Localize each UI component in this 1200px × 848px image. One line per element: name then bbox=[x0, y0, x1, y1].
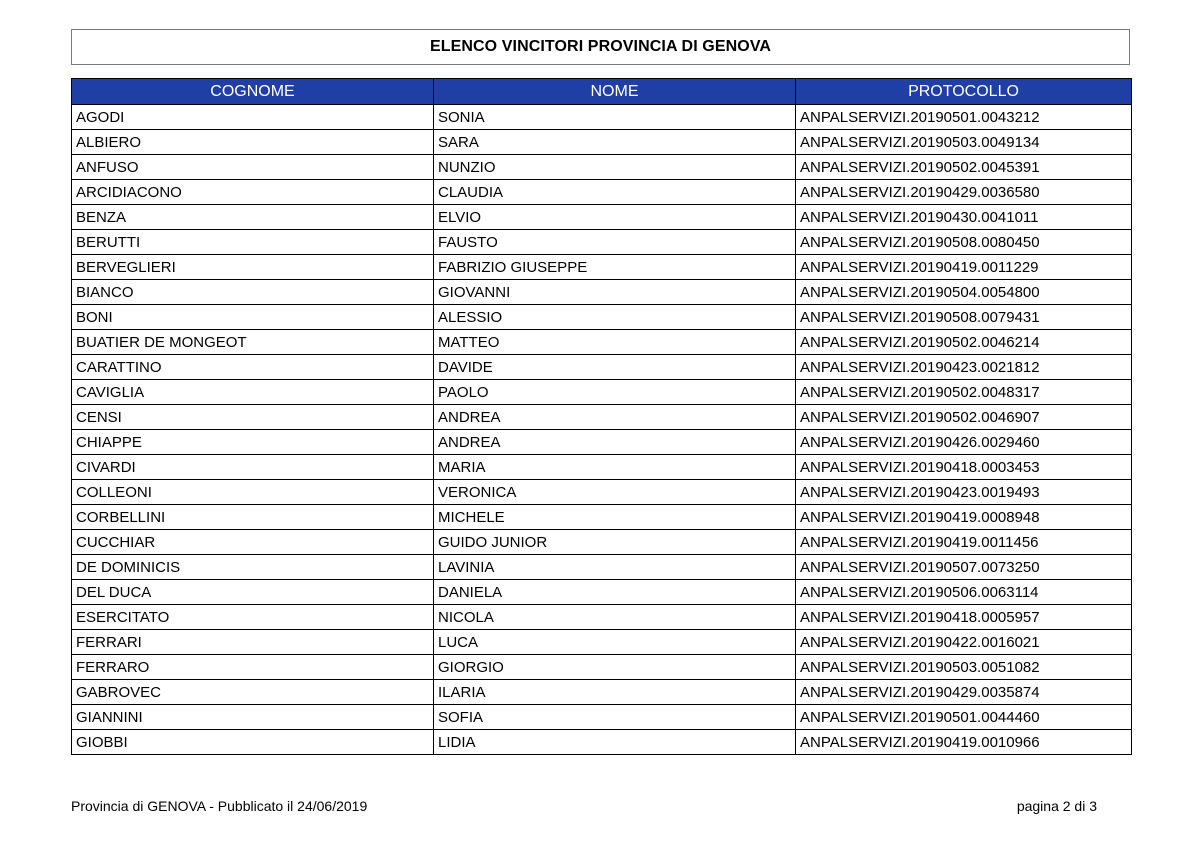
cell-cognome: BONI bbox=[72, 305, 434, 330]
table-row bbox=[72, 505, 1132, 530]
table-row bbox=[72, 555, 1132, 580]
cell-cognome: CENSI bbox=[72, 405, 434, 430]
cell-protocollo: ANPALSERVIZI.20190418.0005957 bbox=[796, 605, 1132, 630]
cell-cognome: AGODI bbox=[72, 105, 434, 130]
cell-nome: FABRIZIO GIUSEPPE bbox=[434, 255, 796, 280]
cell-cognome: GABROVEC bbox=[72, 680, 434, 705]
cell-nome: GIOVANNI bbox=[434, 280, 796, 305]
footer-publication-note: Provincia di GENOVA - Pubblicato il 24/06/2019 bbox=[71, 798, 368, 814]
cell-nome: NICOLA bbox=[434, 605, 796, 630]
cell-protocollo: ANPALSERVIZI.20190419.0011229 bbox=[796, 255, 1132, 280]
cell-protocollo: ANPALSERVIZI.20190502.0046907 bbox=[796, 405, 1132, 430]
table-row bbox=[72, 680, 1132, 705]
table-row bbox=[72, 205, 1132, 230]
footer-page-number: pagina 2 di 3 bbox=[1016, 798, 1097, 814]
cell-protocollo: ANPALSERVIZI.20190508.0079431 bbox=[796, 305, 1132, 330]
cell-cognome: CAVIGLIA bbox=[72, 380, 434, 405]
column-header-cognome: COGNOME bbox=[72, 79, 434, 105]
cell-protocollo: ANPALSERVIZI.20190422.0016021 bbox=[796, 630, 1132, 655]
cell-protocollo: ANPALSERVIZI.20190429.0036580 bbox=[796, 180, 1132, 205]
table-row bbox=[72, 280, 1132, 305]
cell-protocollo: ANPALSERVIZI.20190504.0054800 bbox=[796, 280, 1132, 305]
cell-nome: CLAUDIA bbox=[434, 180, 796, 205]
cell-nome: ILARIA bbox=[434, 680, 796, 705]
cell-nome: ALESSIO bbox=[434, 305, 796, 330]
cell-nome: LAVINIA bbox=[434, 555, 796, 580]
cell-nome: SONIA bbox=[434, 105, 796, 130]
table-row bbox=[72, 655, 1132, 680]
table-row bbox=[72, 305, 1132, 330]
cell-cognome: GIOBBI bbox=[72, 730, 434, 755]
cell-protocollo: ANPALSERVIZI.20190503.0049134 bbox=[796, 130, 1132, 155]
cell-cognome: ARCIDIACONO bbox=[72, 180, 434, 205]
cell-nome: ANDREA bbox=[434, 430, 796, 455]
table-row bbox=[72, 480, 1132, 505]
table-row bbox=[72, 580, 1132, 605]
cell-cognome: CUCCHIAR bbox=[72, 530, 434, 555]
cell-nome: FAUSTO bbox=[434, 230, 796, 255]
cell-cognome: GIANNINI bbox=[72, 705, 434, 730]
cell-protocollo: ANPALSERVIZI.20190507.0073250 bbox=[796, 555, 1132, 580]
cell-cognome: ALBIERO bbox=[72, 130, 434, 155]
cell-nome: ANDREA bbox=[434, 405, 796, 430]
cell-nome: SOFIA bbox=[434, 705, 796, 730]
cell-nome: DANIELA bbox=[434, 580, 796, 605]
cell-cognome: DEL DUCA bbox=[72, 580, 434, 605]
table-body bbox=[72, 105, 1132, 755]
table-row bbox=[72, 605, 1132, 630]
cell-protocollo: ANPALSERVIZI.20190426.0029460 bbox=[796, 430, 1132, 455]
cell-cognome: BENZA bbox=[72, 205, 434, 230]
cell-protocollo: ANPALSERVIZI.20190501.0043212 bbox=[796, 105, 1132, 130]
table-row bbox=[72, 180, 1132, 205]
document-title: ELENCO VINCITORI PROVINCIA DI GENOVA bbox=[71, 29, 1130, 65]
table-row bbox=[72, 405, 1132, 430]
cell-protocollo: ANPALSERVIZI.20190508.0080450 bbox=[796, 230, 1132, 255]
cell-protocollo: ANPALSERVIZI.20190430.0041011 bbox=[796, 205, 1132, 230]
cell-protocollo: ANPALSERVIZI.20190419.0008948 bbox=[796, 505, 1132, 530]
cell-cognome: COLLEONI bbox=[72, 480, 434, 505]
table-row bbox=[72, 530, 1132, 555]
cell-protocollo: ANPALSERVIZI.20190418.0003453 bbox=[796, 455, 1132, 480]
cell-cognome: BERUTTI bbox=[72, 230, 434, 255]
cell-protocollo: ANPALSERVIZI.20190501.0044460 bbox=[796, 705, 1132, 730]
table-row bbox=[72, 330, 1132, 355]
cell-nome: MATTEO bbox=[434, 330, 796, 355]
cell-nome: MICHELE bbox=[434, 505, 796, 530]
cell-nome: GIORGIO bbox=[434, 655, 796, 680]
cell-protocollo: ANPALSERVIZI.20190423.0021812 bbox=[796, 355, 1132, 380]
cell-nome: DAVIDE bbox=[434, 355, 796, 380]
cell-nome: LIDIA bbox=[434, 730, 796, 755]
table-row bbox=[72, 155, 1132, 180]
table-row bbox=[72, 130, 1132, 155]
table-row bbox=[72, 355, 1132, 380]
cell-nome: VERONICA bbox=[434, 480, 796, 505]
cell-cognome: DE DOMINICIS bbox=[72, 555, 434, 580]
cell-nome: PAOLO bbox=[434, 380, 796, 405]
cell-nome: GUIDO JUNIOR bbox=[434, 530, 796, 555]
cell-protocollo: ANPALSERVIZI.20190503.0051082 bbox=[796, 655, 1132, 680]
table-row bbox=[72, 230, 1132, 255]
table-row bbox=[72, 705, 1132, 730]
cell-protocollo: ANPALSERVIZI.20190502.0045391 bbox=[796, 155, 1132, 180]
cell-cognome: ANFUSO bbox=[72, 155, 434, 180]
cell-nome: SARA bbox=[434, 130, 796, 155]
cell-protocollo: ANPALSERVIZI.20190419.0010966 bbox=[796, 730, 1132, 755]
cell-cognome: FERRARI bbox=[72, 630, 434, 655]
table-row bbox=[72, 430, 1132, 455]
winners-table bbox=[71, 78, 1132, 755]
cell-cognome: CORBELLINI bbox=[72, 505, 434, 530]
cell-cognome: FERRARO bbox=[72, 655, 434, 680]
cell-protocollo: ANPALSERVIZI.20190502.0048317 bbox=[796, 380, 1132, 405]
cell-protocollo: ANPALSERVIZI.20190419.0011456 bbox=[796, 530, 1132, 555]
cell-protocollo: ANPALSERVIZI.20190502.0046214 bbox=[796, 330, 1132, 355]
cell-nome: MARIA bbox=[434, 455, 796, 480]
cell-cognome: BERVEGLIERI bbox=[72, 255, 434, 280]
cell-cognome: CHIAPPE bbox=[72, 430, 434, 455]
cell-nome: NUNZIO bbox=[434, 155, 796, 180]
cell-protocollo: ANPALSERVIZI.20190429.0035874 bbox=[796, 680, 1132, 705]
column-header-protocollo: PROTOCOLLO bbox=[796, 79, 1132, 105]
cell-nome: ELVIO bbox=[434, 205, 796, 230]
table-row bbox=[72, 105, 1132, 130]
table-row bbox=[72, 730, 1132, 755]
cell-nome: LUCA bbox=[434, 630, 796, 655]
table-row bbox=[72, 255, 1132, 280]
table-row bbox=[72, 455, 1132, 480]
cell-cognome: CIVARDI bbox=[72, 455, 434, 480]
cell-cognome: BIANCO bbox=[72, 280, 434, 305]
column-header-nome: NOME bbox=[434, 79, 796, 105]
cell-cognome: ESERCITATO bbox=[72, 605, 434, 630]
cell-protocollo: ANPALSERVIZI.20190506.0063114 bbox=[796, 580, 1132, 605]
table-header-row bbox=[72, 79, 1132, 105]
table-row bbox=[72, 630, 1132, 655]
cell-cognome: BUATIER DE MONGEOT bbox=[72, 330, 434, 355]
table-row bbox=[72, 380, 1132, 405]
cell-cognome: CARATTINO bbox=[72, 355, 434, 380]
cell-protocollo: ANPALSERVIZI.20190423.0019493 bbox=[796, 480, 1132, 505]
